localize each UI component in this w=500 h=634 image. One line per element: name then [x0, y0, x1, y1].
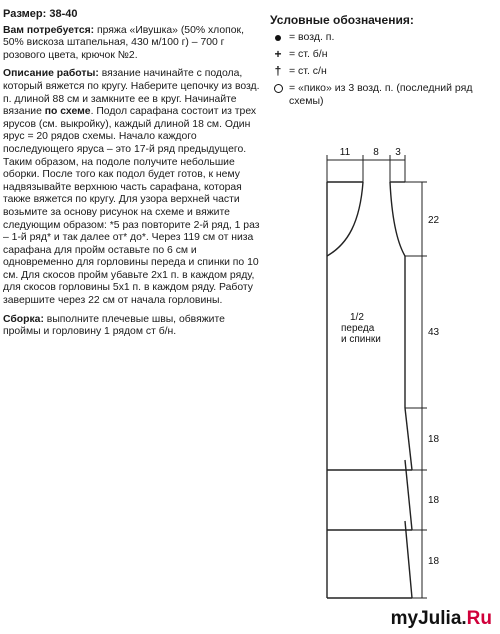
legend-text: = «пико» из 3 возд. п. (последний ряд схемы) [289, 82, 473, 107]
dagger-icon: † [274, 64, 282, 78]
work-label: Описание работы: [3, 68, 99, 80]
dim-height-1: 22 [428, 215, 440, 226]
watermark-suffix: Ru [466, 608, 492, 629]
dim-height-2: 43 [428, 327, 440, 338]
legend-text: = ст. б/н [289, 48, 328, 60]
dim-height-3: 18 [428, 434, 440, 445]
legend-text: = ст. с/н [289, 65, 327, 77]
watermark-main: myJulia. [390, 608, 467, 629]
dim-top-1: 11 [339, 147, 351, 158]
dim-top-3: 3 [395, 147, 401, 158]
pattern-label-back: и спинки [341, 334, 381, 345]
work-text-2: . Подол сарафана состоит из трех ярусов (см. выкройку), каждый длиной 18 см. Один ярус = 20 рядов схемы. Начало каждого последующего яруса – это 17-й ряд предыдущего. Таким образом, на подоле получите небольшие оборки. После того как подол будет готов, к нему надвязывайте верхнюю часть сарафана, которая также вяжется по кругу. Для узора верхней части возьмите за основу рисунок на схеме и вяжите следующим образом: *5 раз повторите 2-й ряд, 1 раз – 1-й ряд* и так далее от* до*. Через 119 см от низа сарафана для пройм оставьте по 6 см и одновременно для горловины переда и спинки по 10 см. Для скосов пройм убавьте 2x1 п. в каждом ряду, для скосов горловины 5x1 п. в каждом ряду. Работу завершите через 22 см от начала горловины. [3, 106, 260, 307]
site-watermark [391, 608, 492, 630]
materials-text: пряжа «Ивушка» (50% хлопок, 50% вискоза штапельная, 430 м/100 г) – 700 г розового цвета, крючок №2. [3, 24, 244, 61]
work-text-1: вязание начинайте с подола, который вяжется по кругу. Наберите цепочку из возд. п. длиной 88 см и замкните ее в круг. Начинайте вязание [3, 68, 260, 118]
dim-height-4: 18 [428, 495, 440, 506]
pattern-label-front: переда [341, 323, 375, 334]
legend-text: = возд. п. [289, 31, 335, 43]
pattern-label-fraction: 1/2 [350, 312, 364, 323]
plus-icon: + [274, 47, 282, 61]
work-scheme-emphasis: по схеме [44, 106, 91, 118]
legend-title: Условные обозначения: [270, 13, 414, 27]
assembly-text: выполните плечевые швы, обвяжите проймы и горловину 1 рядом ст б/н. [3, 313, 225, 338]
dim-top-2: 8 [373, 147, 379, 158]
size-line: Размер: 38-40 [3, 8, 78, 20]
dim-height-5: 18 [428, 556, 440, 567]
materials-label: Вам потребуется: [3, 24, 95, 36]
assembly-label: Сборка: [3, 313, 44, 325]
